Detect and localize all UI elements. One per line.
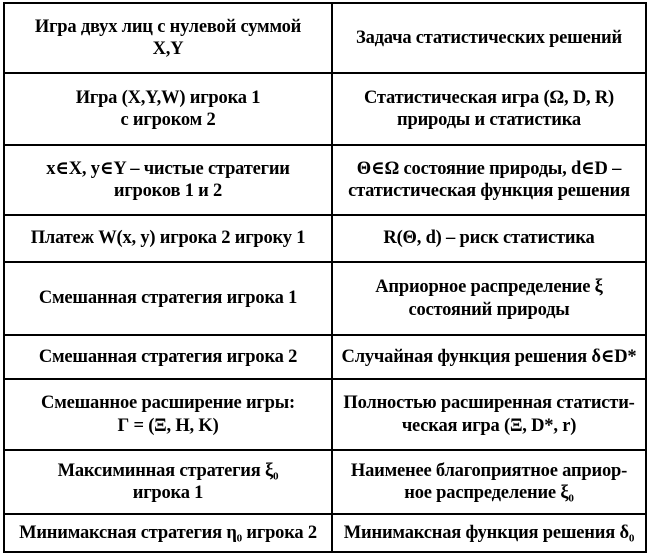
cell-text: Платеж W(x, y) игрока 2 игроку 1 [30,228,306,249]
table-row [4,335,646,379]
cell-text: Смешанное расширение игры: [41,393,295,414]
cell-text: ческая игра (Ξ, D*, r) [401,415,577,436]
cell-text: R(Θ, d) – риск статистика [383,228,595,249]
game-term-cell [4,450,332,514]
table-row [4,514,646,552]
cell-text: природы и статистика [397,110,581,130]
game-term-cell [4,262,332,335]
cell-text: Полностью расширенная статисти- [343,393,635,414]
correspondence-table [3,2,647,553]
cell-text: X,Y [152,39,184,59]
statistics-term-cell [332,335,646,379]
cell-text: x∈X, y∈Y – чистые стратегии [46,158,290,179]
table-row [4,262,646,335]
cell-text: Наименее благоприятное априор- [350,460,628,481]
cell-text: ное распределение ξ₀ [404,483,574,503]
table-row [4,450,646,514]
cell-text: статистическая функция решения [348,181,630,201]
table-row [4,3,646,73]
table-row [4,73,646,145]
cell-text: Игра (X,Y,W) игрока 1 [75,87,261,108]
game-term-cell [4,3,332,73]
cell-text: игроков 1 и 2 [113,181,223,201]
cell-text: Минимаксная функция решения δ₀ [343,522,635,543]
game-term-cell [4,335,332,379]
game-term-cell [4,73,332,145]
statistics-term-cell [332,73,646,145]
cell-text: Минимаксная стратегия η₀ игрока 2 [19,522,317,543]
statistics-term-cell [332,379,646,450]
cell-text: Случайная функция решения δ∈D* [341,346,637,367]
table-row [4,215,646,262]
cell-text: Смешанная стратегия игрока 2 [38,346,298,367]
statistics-term-cell [332,145,646,215]
game-term-cell [4,379,332,450]
table-row [4,379,646,450]
cell-text: состояний природы [408,299,570,320]
cell-text: Смешанная стратегия игрока 1 [38,288,298,309]
cell-text: Априорное распределение ξ [375,277,603,298]
game-term-cell [4,514,332,552]
statistics-term-cell [332,450,646,514]
cell-text: Г = (Ξ, H, K) [117,415,219,436]
statistics-term-cell [332,215,646,262]
statistics-term-cell [332,262,646,335]
game-term-cell [4,215,332,262]
cell-text: Θ∈Ω состояние природы, d∈D – [356,158,622,179]
table-row [4,145,646,215]
cell-text: Игра двух лиц с нулевой суммой [34,16,302,37]
cell-text: Статистическая игра (Ω, D, R) [363,87,615,108]
cell-text: игрока 1 [132,483,204,503]
statistics-term-cell [332,514,646,552]
statistics-term-cell [332,3,646,73]
cell-text: Максиминная стратегия ξ₀ [57,460,279,481]
cell-text: с игроком 2 [120,110,216,130]
cell-text: Задача статистических решений [356,27,622,48]
game-term-cell [4,145,332,215]
